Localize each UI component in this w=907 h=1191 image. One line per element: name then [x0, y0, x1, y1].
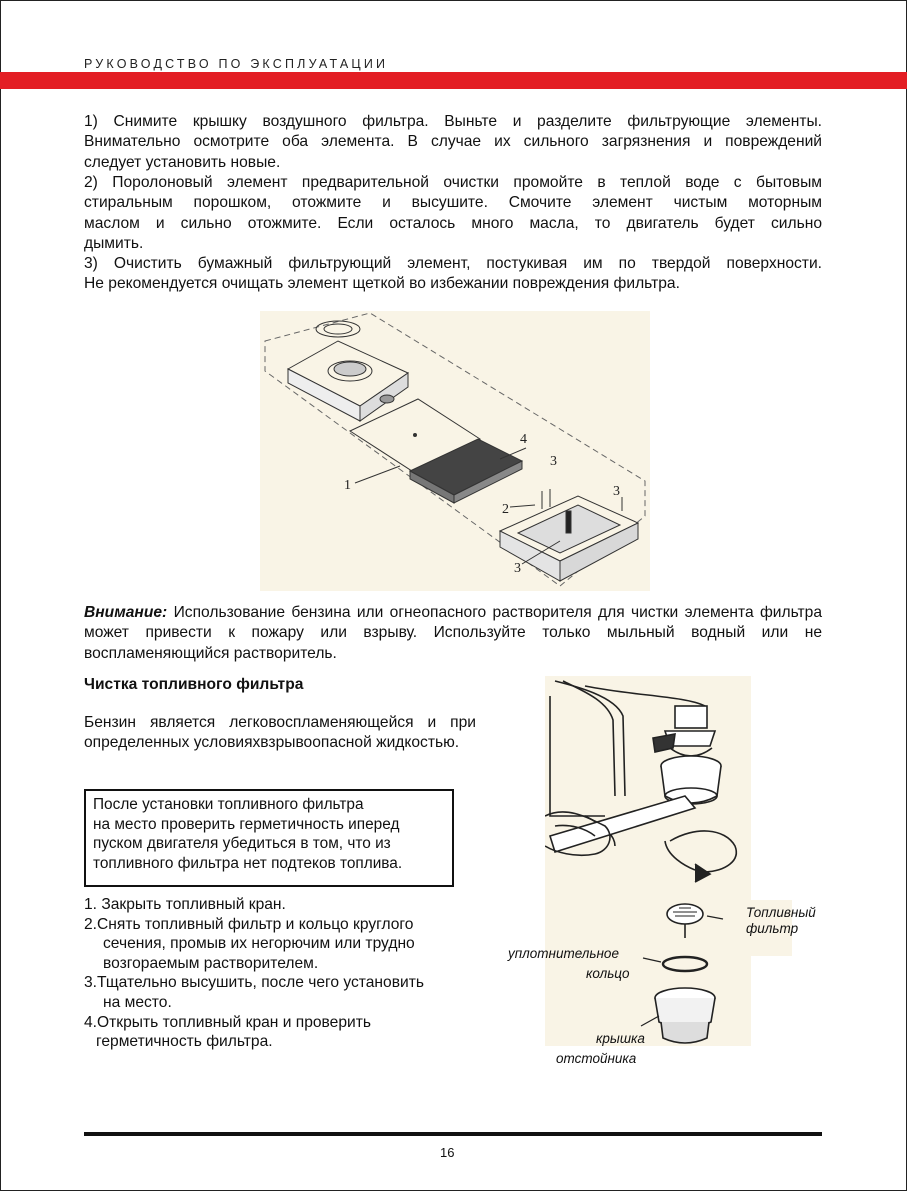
- step-2-paragraph: [84, 173, 822, 254]
- header-band: [0, 72, 907, 89]
- fuel-filter-drawing: [545, 676, 751, 1046]
- warning-paragraph: [84, 603, 822, 664]
- fuel-steps: [84, 895, 476, 1052]
- step-2-line-3: возгораемым растворителем.: [103, 954, 319, 972]
- running-header: РУКОВОДСТВО ПО ЭКСПЛУАТАЦИИ: [84, 57, 389, 71]
- label-fuel-filter-2: фильтр: [746, 921, 799, 936]
- callout-3b: 3: [613, 484, 620, 499]
- callout-4: 4: [520, 432, 527, 447]
- fuel-filter-heading: Чистка топливного фильтра: [84, 676, 304, 693]
- label-cup-2: отстойника: [556, 1051, 637, 1066]
- callout-3a: 3: [550, 454, 557, 469]
- label-oring-2: кольцо: [586, 966, 630, 981]
- warning-text: Использование бензина или огнеопасного растворителя для чистки элемента фильтра может привести к пожару или взрыву. Используйте только мыльный водный или не воспламеняющийся растворитель.: [84, 604, 822, 662]
- label-cup-1: крышка: [596, 1031, 645, 1046]
- footer-rule: [84, 1132, 822, 1136]
- fuel-intro: Бензин является легковоспламеняющейся и при определенных условияхвзрывоопасной жидкостью.: [84, 714, 476, 752]
- step-3-line-1: 3.Тщательно высушить, после чего установить: [84, 974, 424, 992]
- warning-label: Внимание:: [84, 604, 168, 621]
- fuel-filter-illustration: [545, 676, 751, 1046]
- p2-line-4: дымить.: [84, 234, 144, 252]
- fuel-notice-box: [84, 789, 454, 887]
- p3-line-2: Не рекомендуется очищать элемент щеткой во избежании повреждения фильтра.: [84, 275, 680, 293]
- callout-1: 1: [344, 478, 351, 493]
- p2-line-3: маслом и сильно отожмите. Если осталось много масла, то двигатель будет сильно: [84, 214, 822, 232]
- p1-line-1: 1) Снимите крышку воздушного фильтра. Выньте и разделите фильтрующие элементы.: [84, 113, 822, 130]
- step-3-line-2: на место.: [103, 993, 172, 1011]
- step-3-paragraph: [84, 254, 822, 295]
- p2-line-2: стиральным порошком, отожмите и высушите. Смочите элемент чистым моторным: [84, 194, 822, 212]
- step-4-line-2: герметичность фильтра.: [96, 1033, 273, 1051]
- p3-line-1: 3) Очистить бумажный фильтрующий элемент, постукивая им по твердой поверхности.: [84, 255, 822, 272]
- box-line-4: топливного фильтра нет подтеков топлива.: [93, 854, 403, 872]
- air-filter-drawing: [260, 311, 650, 591]
- air-filter-diagram: [260, 311, 650, 591]
- p1-line-3: следует установить новые.: [84, 153, 281, 171]
- label-fuel-filter-1: Топливный: [746, 905, 816, 920]
- step-4-line-1: 4.Открыть топливный кран и проверить: [84, 1013, 371, 1031]
- p2-line-1: 2) Поролоновый элемент предварительной очистки промойте в теплой воде с бытовым: [84, 174, 822, 191]
- label-oring-1: уплотнительное: [508, 946, 619, 961]
- step-2-line-2: сечения, промыв их негорючим или трудно: [103, 935, 415, 953]
- page-number: 16: [440, 1145, 455, 1160]
- box-line-2: на место проверить герметичность иперед: [93, 815, 400, 833]
- box-line-1: После установки топливного фильтра: [93, 796, 364, 813]
- step-1: 1. Закрыть топливный кран.: [84, 896, 286, 913]
- box-line-3: пуском двигателя убедиться в том, что из: [93, 835, 391, 853]
- step-1-paragraph: [84, 112, 822, 173]
- callout-3c: 3: [514, 561, 521, 576]
- callout-2: 2: [502, 502, 509, 517]
- p1-line-2: Внимательно осмотрите оба элемента. В случае их сильного загрязнения и повреждений: [84, 133, 822, 151]
- step-2-line-1: 2.Снять топливный фильтр и кольцо круглого: [84, 915, 414, 933]
